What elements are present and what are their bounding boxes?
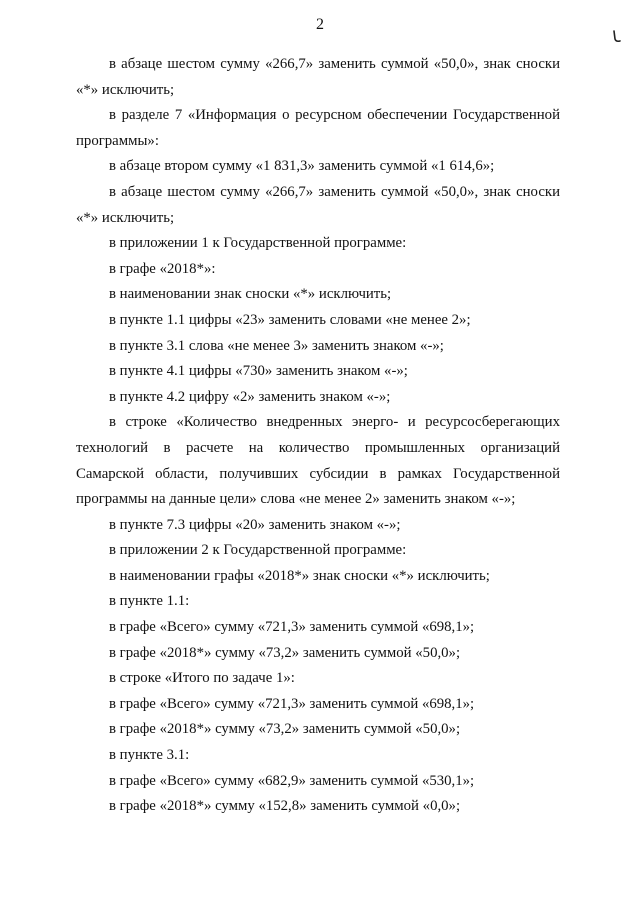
paragraph: в абзаце шестом сумму «266,7» заменить суммой «50,0», знак сноски «*» исключить; [76,183,560,226]
paragraph: в приложении 2 к Государственной программе: [109,542,407,559]
paragraph: в пункте 4.2 цифру «2» заменить знаком «-»; [109,388,391,405]
paragraph: в приложении 1 к Государственной программе: [109,235,407,252]
paragraph: в наименовании знак сноски «*» исключить; [109,286,392,303]
paragraph: в графе «2018*» сумму «73,2» заменить суммой «50,0»; [109,644,461,661]
document-body [76,52,560,820]
paragraph: в пункте 4.1 цифры «730» заменить знаком «-»; [109,363,408,380]
paragraph: в строке «Количество внедренных энерго- и ресурсосберегающих технологий в расчете на количество промышленных организаций Самарской области, получивших субсидии в рамках Государственной программы на данные цели» слова «не менее 2» заменить знаком «-»; [76,414,560,508]
paragraph: в графе «Всего» сумму «721,3» заменить суммой «698,1»; [109,695,475,712]
paragraph: в строке «Итого по задаче 1»: [109,670,295,687]
paragraph: в пункте 1.1 цифры «23» заменить словами «не менее 2»; [109,311,471,328]
page-number: 2 [316,16,324,33]
paragraph: в пункте 1.1: [109,593,190,610]
paragraph: в наименовании графы «2018*» знак сноски «*» исключить; [109,567,490,584]
paragraph: в разделе 7 «Информация о ресурсном обеспечении Государственной программы»: [76,107,560,149]
paragraph: в графе «Всего» сумму «682,9» заменить суммой «530,1»; [109,772,475,789]
handwritten-mark [612,30,622,44]
paragraph: в пункте 7.3 цифры «20» заменить знаком «-»; [109,516,401,533]
paragraph: в абзаце шестом сумму «266,7» заменить суммой «50,0», знак сноски «*» исключить; [76,56,560,98]
paragraph: в абзаце втором сумму «1 831,3» заменить суммой «1 614,6»; [109,158,495,175]
paragraph: в графе «2018*» сумму «152,8» заменить суммой «0,0»; [109,798,461,815]
paragraph: в графе «2018*» сумму «73,2» заменить суммой «50,0»; [109,721,461,738]
paragraph: в графе «2018*»: [109,260,216,277]
paragraph: в графе «Всего» сумму «721,3» заменить суммой «698,1»; [109,619,475,636]
paragraph: в пункте 3.1: [109,747,190,764]
paragraph: в пункте 3.1 слова «не менее 3» заменить знаком «-»; [109,337,444,354]
